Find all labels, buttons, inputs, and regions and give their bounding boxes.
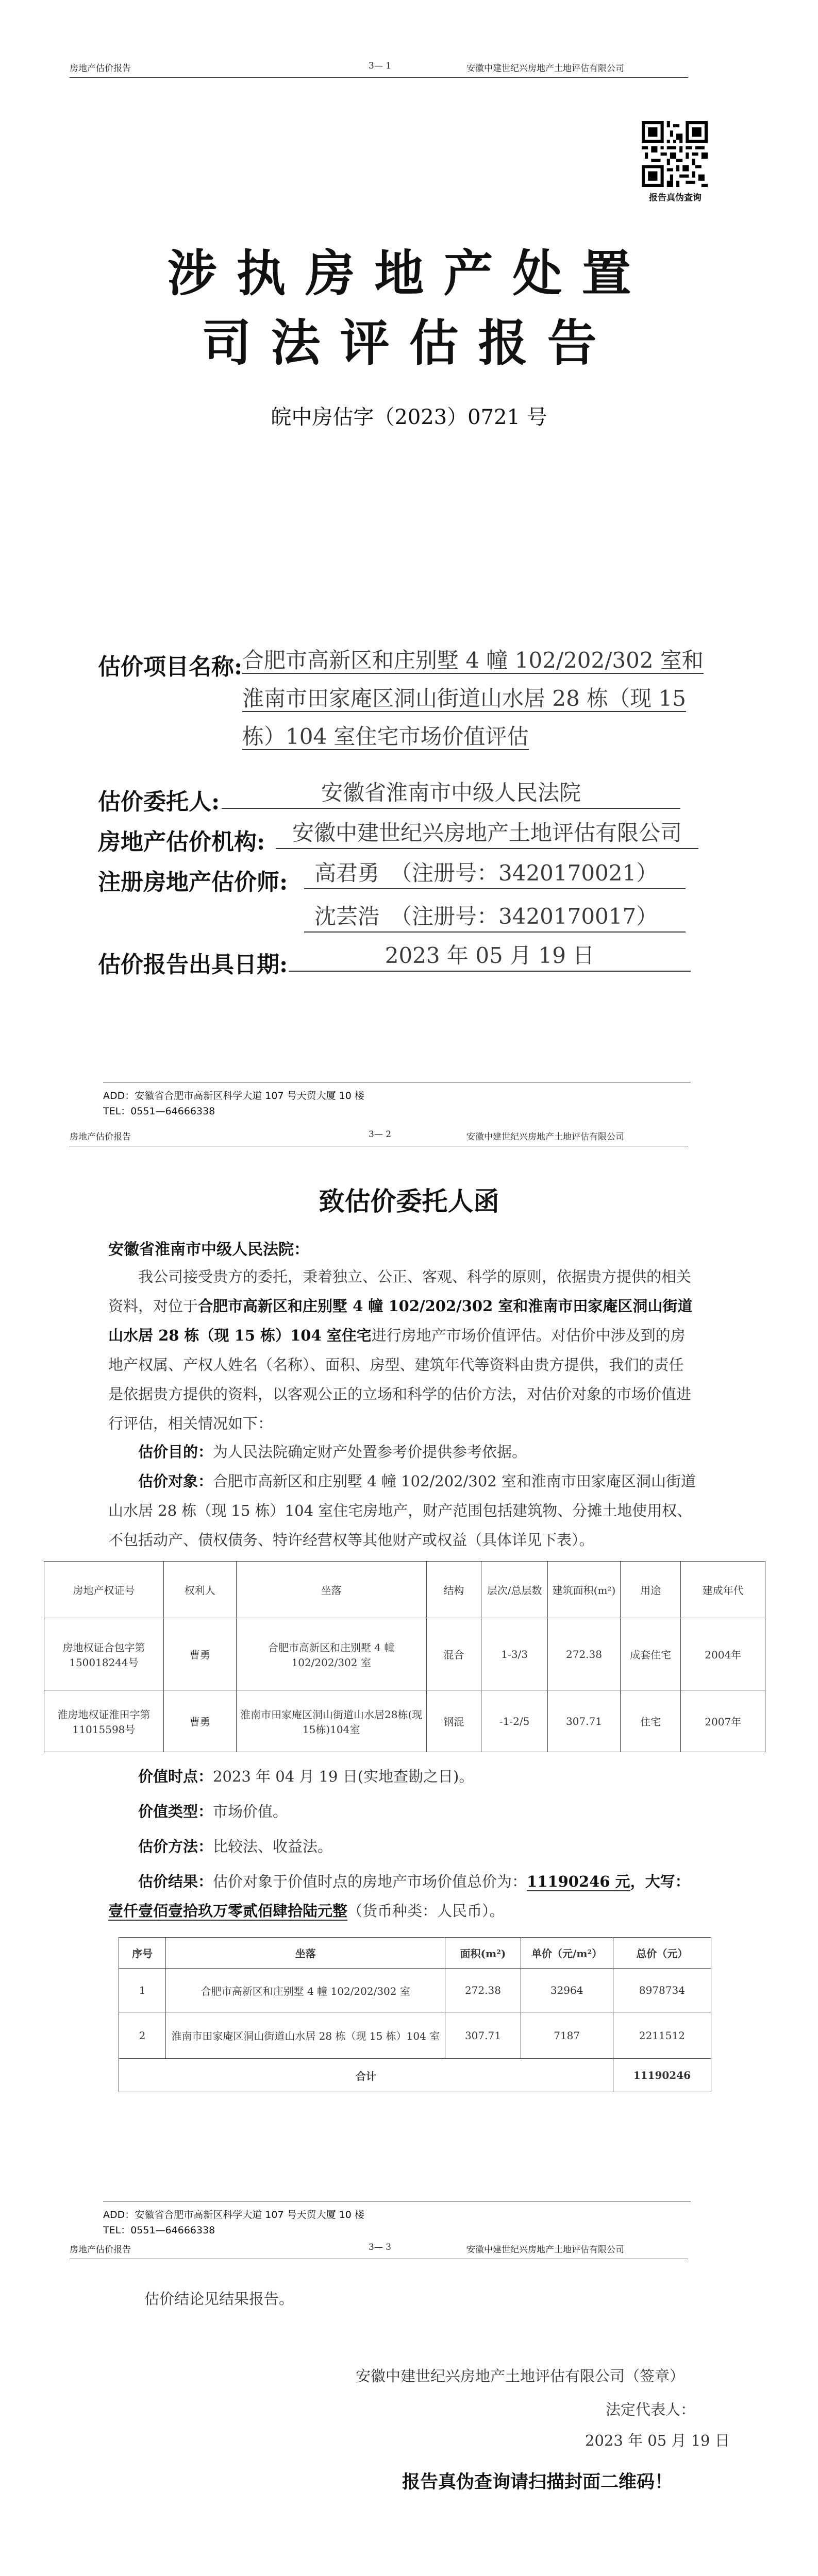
report-title-line1: 涉执房地产处置 [167,244,651,302]
client-label: 估价委托人: [98,789,220,815]
object-paragraph: 估价对象：合肥市高新区和庄别墅 4 幢 102/202/302 室和淮南市田家庵区洞山街道山水居 28 栋（现 15 栋）104 室住宅房地产，财产范围包括建筑物、分摊土地使用权、不包括动产、债权债务、特许经营权等其他财产或权益（具体详见下表）。 [108,1472,696,1549]
time-paragraph: 价值时点：2023 年 04 月 19 日(实地查勘之日)。 [138,1768,474,1785]
header-left: 房地产估价报告 [70,63,131,74]
report-number: 皖中房估字（2023）0721 号 [271,405,547,429]
qr-code-icon [642,121,708,187]
closing-text: 估价结论见结果报告。 [144,2290,294,2308]
header-left: 房地产估价报告 [70,1132,131,1142]
header-page: 3— 3 [369,2242,392,2252]
qr-block [642,121,709,203]
table-row: 房地权证合包字第150018244号 曹勇 合肥市高新区和庄别墅 4 幢 102/202/302 室 混合 1-3/3 272.38 成套住宅 2004年 [44,1618,765,1690]
date-value: 2023 年 05 月 19 日 [289,941,691,972]
date-label: 估价报告出具日期: [98,952,288,978]
project-label: 估价项目名称: [98,654,243,680]
header-company: 安徽中建世纪兴房地产土地评估有限公司 [466,63,624,74]
page-header [70,1129,688,1145]
table-row: 1 合肥市高新区和庄别墅 4 幢 102/202/302 室 272.38 32964 8978734 [119,1969,711,2012]
table-header-row: 序号 坐落 面积(m²) 单价（元/m²） 总价（元） [119,1938,711,1969]
client-value: 安徽省淮南市中级人民法院 [222,778,680,809]
appraiser-label: 注册房地产估价师: [98,869,288,895]
table-total-row: 合计 11190246 [119,2059,711,2092]
page-header [70,61,688,76]
table-row: 淮房地权证淮田字第11015598号 曹勇 淮南市田家庵区洞山街道山水居28栋(现15栋)104室 钢混 -1-2/5 307.71 住宅 2007年 [44,1690,765,1752]
type-paragraph: 价值类型：市场价值。 [138,1803,288,1820]
appraiser-1: 高君勇 （注册号：3420170021） [304,858,686,889]
method-paragraph: 估价方法：比较法、收益法。 [138,1838,333,1855]
letter-paragraph-intro: 我公司接受贵方的委托，秉着独立、公正、客观、科学的原则，依据贵方提供的相关资料，对位于合肥市高新区和庄别墅 4 幢 102/202/302 室和淮南市田家庵区洞山街道山水居 28 栋（现 15 栋）104 室住宅进行房地产市场价值评估。对估价中涉及到的房地产权属、产权人姓名（名称）、面积、房型、建筑年代等资料由贵方提供，我们的责任是依据贵方提供的资料，以客观公正的立场和科学的估价方法，对估价对象的市场价值进行评估，相关情况如下： [108,1268,693,1432]
authenticity-notice: 报告真伪查询请扫描封面二维码！ [402,2471,673,2493]
footer-tel: TEL：0551—64666338 [103,1106,215,1117]
header-left: 房地产估价报告 [70,2245,131,2255]
footer-tel: TEL：0551—64666338 [103,2225,215,2236]
property-table [44,1561,765,1752]
page-footer [103,1088,670,1119]
table-header-row: 房地产权证号 权利人 坐落 结构 层次/总层数 建筑面积(m²) 用途 建成年代 [44,1562,765,1618]
header-rule [70,77,688,78]
letter-salutation: 安徽省淮南市中级人民法院： [108,1241,309,1259]
header-company: 安徽中建世纪兴房地产土地评估有限公司 [466,2245,624,2255]
appraiser-2: 沈芸浩 （注册号：3420170017） [304,902,686,933]
header-company: 安徽中建世纪兴房地产土地评估有限公司 [466,1132,624,1142]
closing-date: 2023 年 05 月 19 日 [585,2432,730,2449]
header-page: 3— 1 [369,61,392,71]
valuation-table [119,1937,711,2092]
table-row: 2 淮南市田家庵区洞山街道山水居 28 栋（现 15 栋）104 室 307.71 7187 2211512 [119,2012,711,2059]
footer-address: ADD：安徽省合肥市高新区科学大道 107 号天贸大厦 10 楼 [103,1090,364,1101]
closing-legal-rep: 法定代表人： [606,2401,696,2418]
purpose-paragraph: 估价目的：为人民法院确定财产处置参考价提供参考依据。 [138,1443,527,1461]
agency-value: 安徽中建世纪兴房地产土地评估有限公司 [276,818,698,849]
project-value: 合肥市高新区和庄别墅 4 幢 102/202/302 室和淮南市田家庵区洞山街道山水居 28 栋（现 15 栋）104 室住宅市场价值评估 [242,648,704,749]
header-page: 3— 2 [369,1129,392,1140]
letter-title: 致估价委托人函 [319,1186,499,1216]
report-title-line2: 司法评估报告 [202,314,616,372]
footer-address: ADD：安徽省合肥市高新区科学大道 107 号天贸大厦 10 楼 [103,2209,364,2221]
page-footer [103,2207,670,2238]
result-paragraph: 估价结果：估价对象于价值时点的房地产市场价值总价为：11190246 元，大写：壹仟壹佰壹拾玖万零贰佰肆拾陆元整（货币种类：人民币）。 [108,1873,690,1920]
page-header [70,2242,688,2258]
closing-company: 安徽中建世纪兴房地产土地评估有限公司（签章） [356,2367,685,2385]
agency-label: 房地产估价机构: [98,829,265,855]
qr-caption: 报告真伪查询 [649,193,702,203]
